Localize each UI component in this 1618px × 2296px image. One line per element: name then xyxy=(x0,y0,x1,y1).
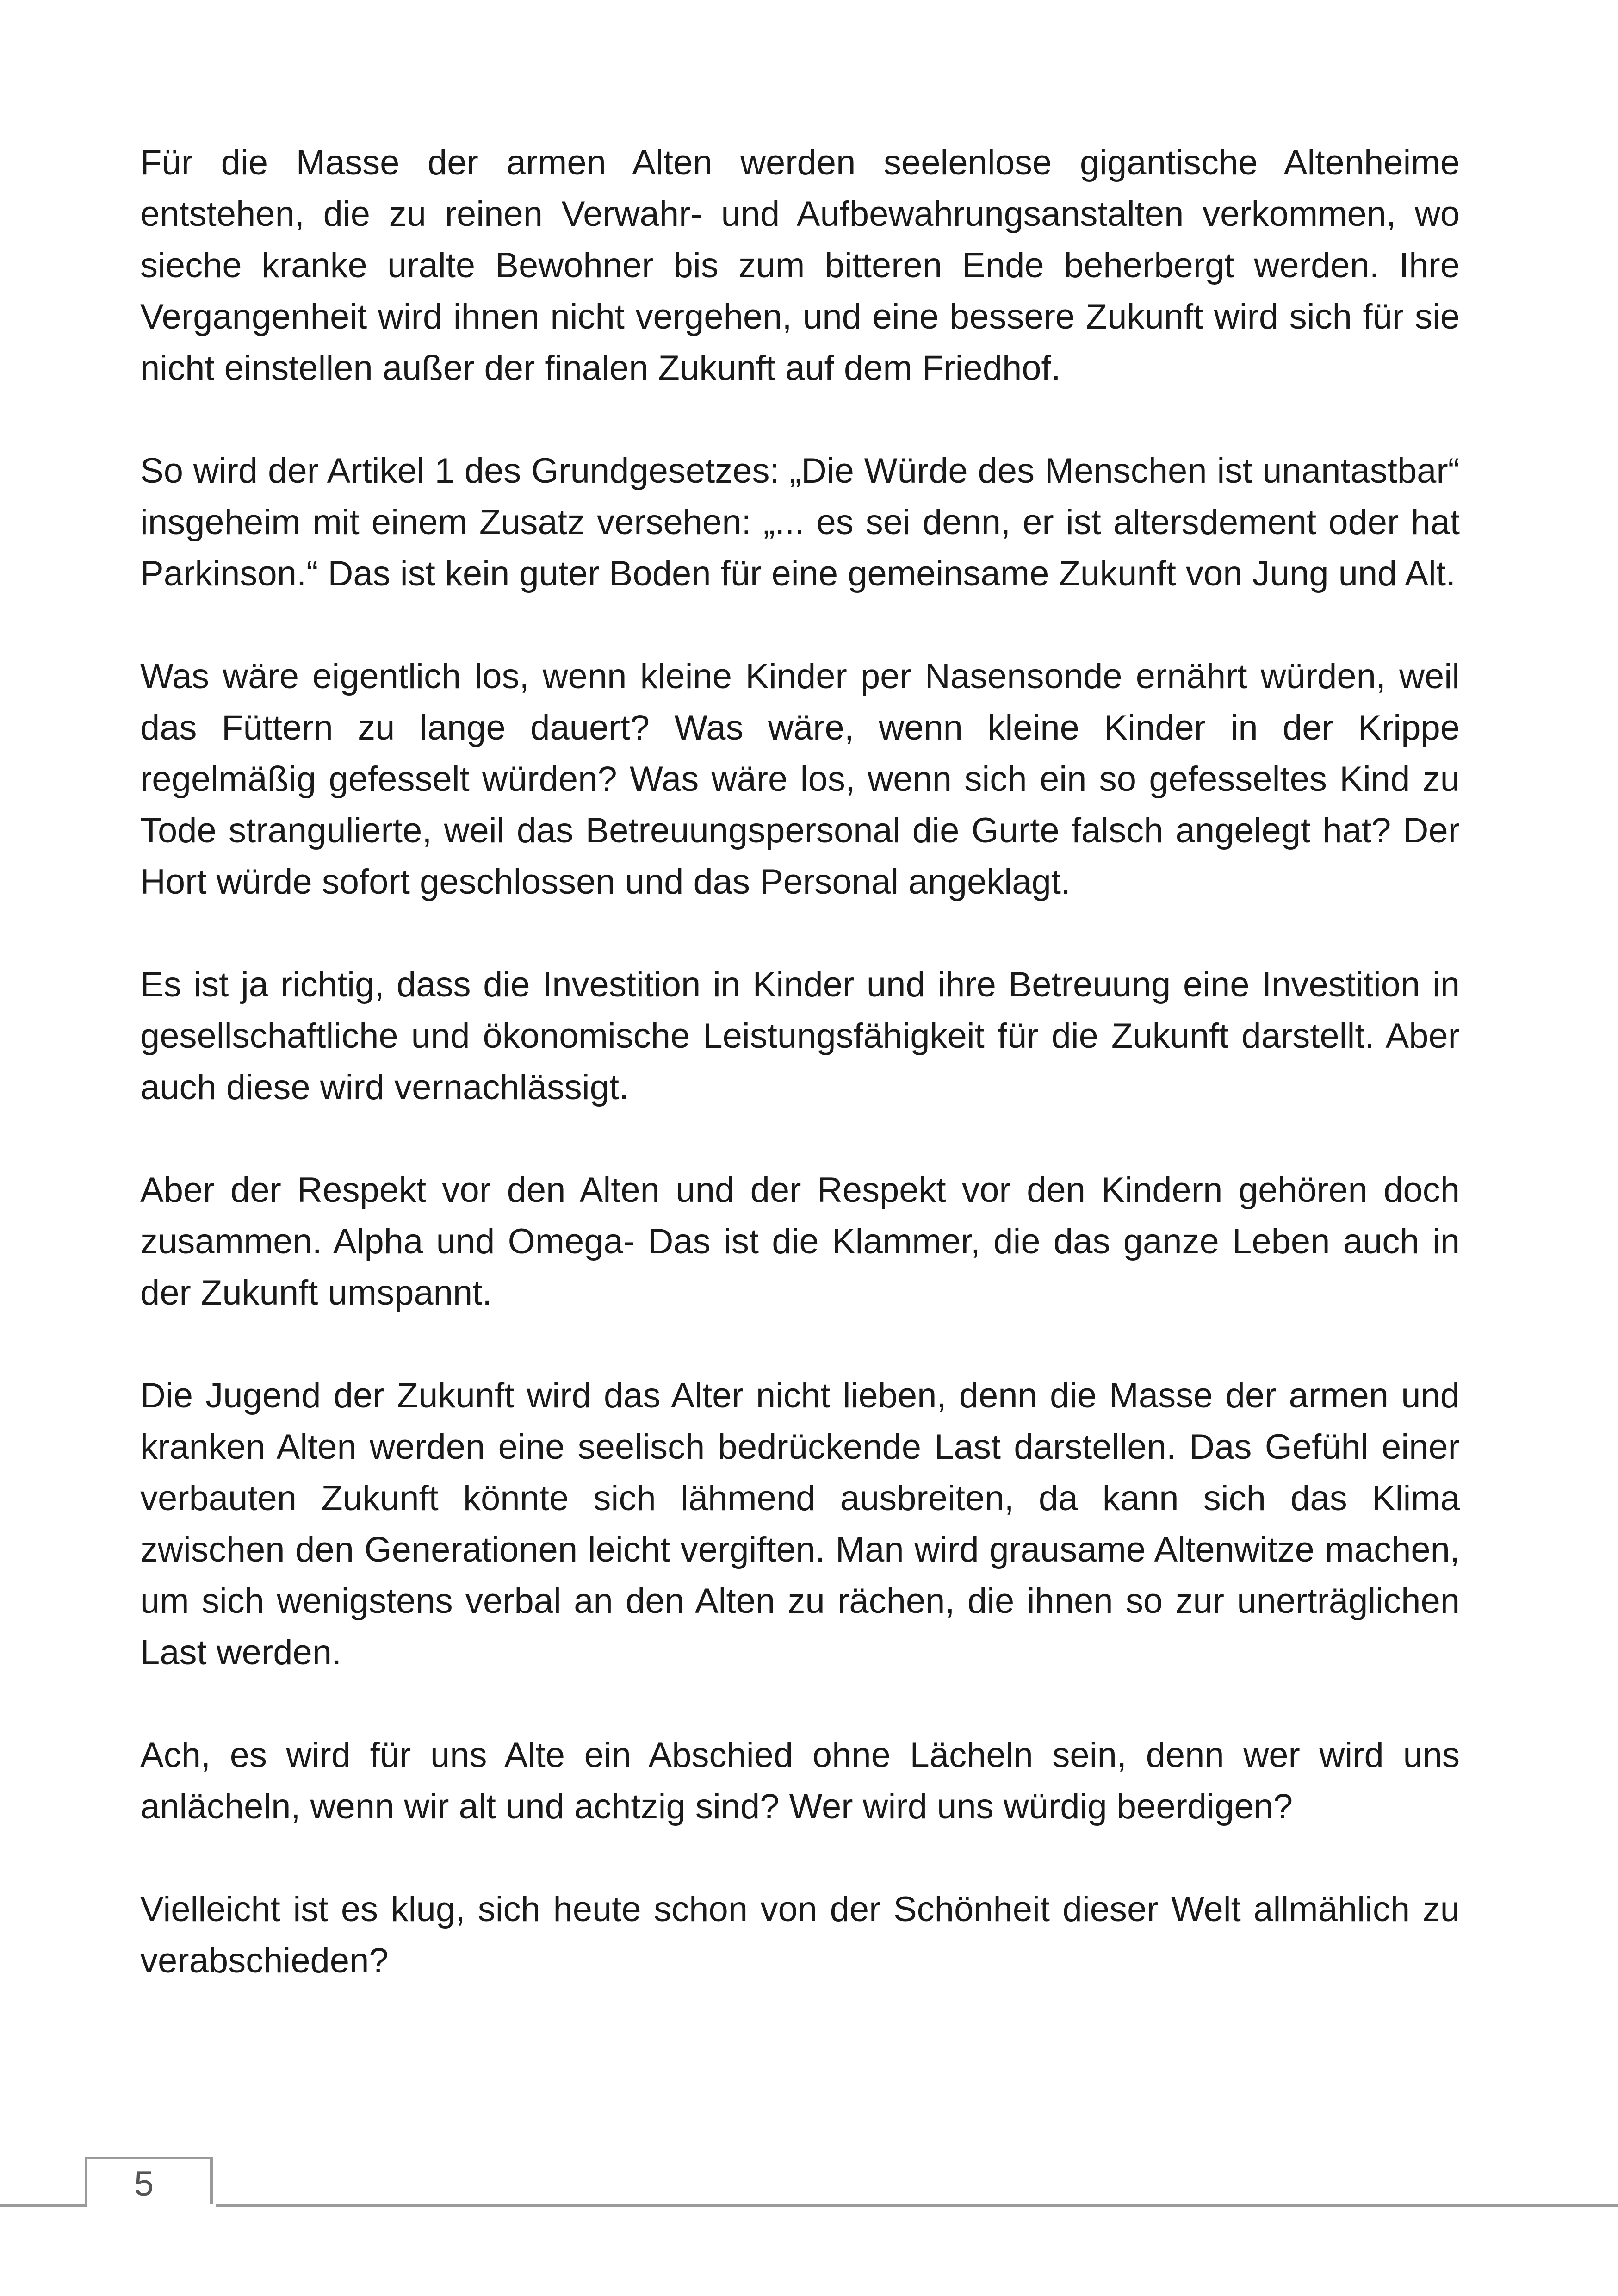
paragraph: Die Jugend der Zukunft wird das Alter nicht lieben, denn die Masse der armen und kranken Alten werden eine seelisch bedrückende Last darstellen. Das Gefühl einer verbauten Zukunft könnte sich lähmend ausbreiten, da kann sich das Klima zwischen den Generationen leicht vergiften. Man wird grausame Altenwitze machen, um sich wenigstens verbal an den Alten zu rächen, die ihnen so zur unerträglichen Last werden. xyxy=(140,1376,1460,1672)
paragraph: Für die Masse der armen Alten werden seelenlose gigantische Altenheime entstehen, die zu reinen Verwahr- und Aufbewahrungsanstalten verkommen, wo sieche kranke uralte Bewohner bis zum bitteren Ende beherbergt werden. Ihre Vergangenheit wird ihnen nicht vergehen, und eine bessere Zukunft wird sich für sie nicht einstellen außer der finalen Zukunft auf dem Friedhof. xyxy=(140,143,1460,388)
paragraph: Aber der Respekt vor den Alten und der Respekt vor den Kindern gehören doch zusammen. Alpha und Omega- Das ist die Klammer, die das ganze Leben auch in der Zukunft umspannt. xyxy=(140,1170,1460,1313)
footer-rule-left xyxy=(0,2204,87,2207)
paragraph: Was wäre eigentlich los, wenn kleine Kinder per Nasensonde ernährt würden, weil das Füttern zu lange dauert? Was wäre, wenn kleine Kinder in der Krippe regelmäßig gefesselt würden? Was wäre los, wenn sich ein so gefesseltes Kind zu Tode strangulierte, weil das Betreuungspersonal die Gurte falsch angelegt hat? Der Hort würde sofort geschlossen und das Personal angeklagt. xyxy=(140,657,1460,902)
footer-rule-right xyxy=(216,2204,1618,2207)
body-text xyxy=(140,137,1460,1986)
paragraph: Ach, es wird für uns Alte ein Abschied ohne Lächeln sein, denn wer wird uns anlächeln, wenn wir alt und achtzig sind? Wer wird uns würdig beerdigen? xyxy=(140,1736,1460,1826)
paragraph: So wird der Artikel 1 des Grundgesetzes: „Die Würde des Menschen ist unantastbar“ insgeheim mit einem Zusatz versehen: „... es sei denn, er ist altersdement oder hat Parkinson.“ Das ist kein guter Boden für eine gemeinsame Zukunft von Jung und Alt. xyxy=(140,451,1460,593)
page-number: 5 xyxy=(134,2164,154,2203)
paragraph: Vielleicht ist es klug, sich heute schon von der Schönheit dieser Welt allmählich zu verabschieden? xyxy=(140,1890,1460,1980)
paragraph: Es ist ja richtig, dass die Investition in Kinder und ihre Betreuung eine Investition in gesellschaftliche und ökonomische Leistungsfähigkeit für die Zukunft darstellt. Aber auch diese wird vernachlässigt. xyxy=(140,965,1460,1107)
